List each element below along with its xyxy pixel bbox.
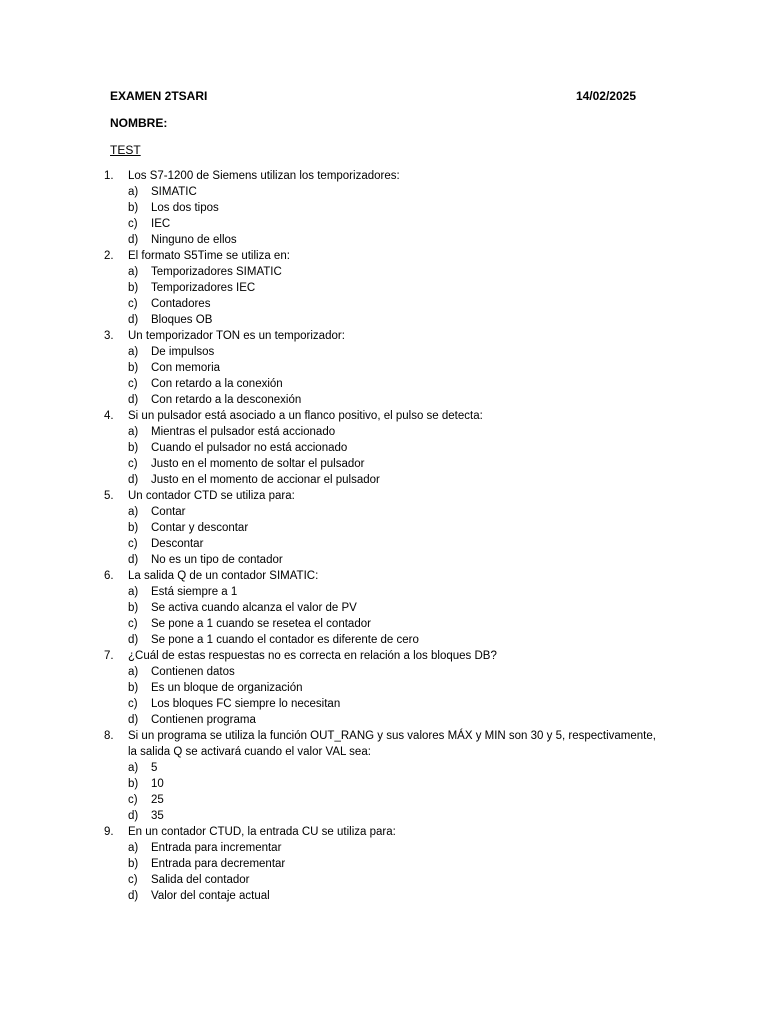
option-text: Mientras el pulsador está accionado [151,426,336,438]
option-letter: d) [128,394,139,406]
option-text: Contadores [151,298,211,310]
option-text: Es un bloque de organización [151,682,303,694]
option-text: Entrada para incrementar [151,842,282,854]
question-number: 8. [104,730,114,742]
option-text: Bloques OB [151,314,213,326]
option-letter: d) [128,234,139,246]
option-text: Con retardo a la conexión [151,378,283,390]
question-number: 4. [104,410,114,422]
question-text: En un contador CTUD, la entrada CU se utiliza para: [128,826,396,838]
name-label: NOMBRE: [110,116,168,130]
option-letter: b) [128,282,139,294]
option-letter: b) [128,202,139,214]
option-1-1 [128,184,664,200]
option-text: Entrada para decrementar [151,858,286,870]
option-5-2 [128,520,664,536]
option-letter: d) [128,474,139,486]
option-text: Con memoria [151,362,221,374]
question-7 [104,648,664,728]
option-letter: c) [128,618,138,630]
question-list [104,168,664,904]
option-5-3 [128,536,664,552]
option-letter: a) [128,586,139,598]
question-number: 5. [104,490,114,502]
option-letter: d) [128,890,139,902]
option-letter: c) [128,378,138,390]
option-5-4 [128,552,664,568]
option-text: 25 [151,794,164,806]
option-text: Contienen datos [151,666,235,678]
option-6-4 [128,632,664,648]
option-text: Justo en el momento de soltar el pulsador [151,458,365,470]
option-6-2 [128,600,664,616]
option-text: Está siempre a 1 [151,586,238,598]
option-list [128,504,664,568]
option-1-2 [128,200,664,216]
option-text: Salida del contador [151,874,250,886]
option-letter: c) [128,874,138,886]
option-4-4 [128,472,664,488]
option-4-1 [128,424,664,440]
option-1-4 [128,232,664,248]
option-3-2 [128,360,664,376]
option-text: Temporizadores IEC [151,282,256,294]
question-4 [104,408,664,488]
option-letter: a) [128,506,139,518]
option-text: No es un tipo de contador [151,554,283,566]
option-4-2 [128,440,664,456]
question-text: Si un pulsador está asociado a un flanco positivo, el pulso se detecta: [128,410,483,422]
option-letter: b) [128,778,139,790]
question-9 [104,824,664,904]
option-letter: c) [128,458,138,470]
option-3-4 [128,392,664,408]
option-1-3 [128,216,664,232]
option-list [128,584,664,648]
question-5 [104,488,664,568]
option-text: Contar [151,506,186,518]
option-text: Con retardo a la desconexión [151,394,302,406]
option-text: Se pone a 1 cuando se resetea el contador [151,618,371,630]
option-letter: d) [128,714,139,726]
option-7-1 [128,664,664,680]
option-6-1 [128,584,664,600]
option-letter: d) [128,634,139,646]
option-text: 5 [151,762,158,774]
option-text: Valor del contaje actual [151,890,270,902]
option-letter: a) [128,426,139,438]
question-number: 9. [104,826,114,838]
option-text: 10 [151,778,164,790]
option-list [128,760,664,824]
option-letter: c) [128,538,138,550]
option-5-1 [128,504,664,520]
option-list [128,264,664,328]
option-text: Los bloques FC siempre lo necesitan [151,698,341,710]
question-6 [104,568,664,648]
question-number: 3. [104,330,114,342]
option-4-3 [128,456,664,472]
option-text: Ninguno de ellos [151,234,237,246]
question-2 [104,248,664,328]
option-8-3 [128,792,664,808]
option-letter: b) [128,442,139,454]
option-letter: a) [128,666,139,678]
option-7-3 [128,696,664,712]
option-8-2 [128,776,664,792]
option-7-4 [128,712,664,728]
option-letter: a) [128,842,139,854]
option-8-4 [128,808,664,824]
question-3 [104,328,664,408]
option-9-4 [128,888,664,904]
option-text: 35 [151,810,164,822]
option-text: Se pone a 1 cuando el contador es diferente de cero [151,634,419,646]
option-letter: d) [128,314,139,326]
option-letter: b) [128,682,139,694]
question-8 [104,728,664,824]
question-1 [104,168,664,248]
exam-date: 14/02/2025 [575,89,636,103]
option-9-2 [128,856,664,872]
option-list [128,344,664,408]
option-9-3 [128,872,664,888]
option-letter: c) [128,794,138,806]
option-list [128,664,664,728]
question-text: Si un programa se utiliza la función OUT_RANG y sus valores MÁX y MIN son 30 y 5, respectivamente, la salida Q se activará cuando el valor VAL sea: [128,730,656,758]
question-text: Un temporizador TON es un temporizador: [128,330,345,342]
option-2-3 [128,296,664,312]
option-list [128,184,664,248]
option-letter: a) [128,762,139,774]
option-text: Temporizadores SIMATIC [151,266,282,278]
option-9-1 [128,840,664,856]
section-title: TEST [110,143,141,157]
option-2-4 [128,312,664,328]
option-text: IEC [151,218,171,230]
exam-title: EXAMEN 2TSARI [110,89,208,103]
option-letter: b) [128,602,139,614]
option-text: Descontar [151,538,204,550]
option-letter: a) [128,346,139,358]
option-6-3 [128,616,664,632]
option-list [128,840,664,904]
question-number: 6. [104,570,114,582]
question-text: Un contador CTD se utiliza para: [128,490,295,502]
option-letter: b) [128,858,139,870]
question-text: El formato S5Time se utiliza en: [128,250,290,262]
option-letter: c) [128,698,138,710]
option-letter: c) [128,218,138,230]
question-number: 2. [104,250,114,262]
option-letter: c) [128,298,138,310]
option-list [128,424,664,488]
option-text: Contienen programa [151,714,256,726]
option-3-1 [128,344,664,360]
option-text: Los dos tipos [151,202,219,214]
option-2-2 [128,280,664,296]
exam-header [110,88,636,104]
option-text: Justo en el momento de accionar el pulsador [151,474,380,486]
option-letter: d) [128,554,139,566]
question-number: 1. [104,170,114,182]
option-3-3 [128,376,664,392]
option-text: De impulsos [151,346,215,358]
option-text: Cuando el pulsador no está accionado [151,442,348,454]
option-letter: a) [128,266,139,278]
option-text: SIMATIC [151,186,197,198]
option-text: Se activa cuando alcanza el valor de PV [151,602,357,614]
option-7-2 [128,680,664,696]
option-letter: a) [128,186,139,198]
option-text: Contar y descontar [151,522,249,534]
option-letter: b) [128,522,139,534]
option-letter: b) [128,362,139,374]
option-2-1 [128,264,664,280]
question-number: 7. [104,650,114,662]
option-letter: d) [128,810,139,822]
question-text: Los S7-1200 de Siemens utilizan los temporizadores: [128,170,400,182]
option-8-1 [128,760,664,776]
question-text: La salida Q de un contador SIMATIC: [128,570,319,582]
question-text: ¿Cuál de estas respuestas no es correcta en relación a los bloques DB? [128,650,497,662]
